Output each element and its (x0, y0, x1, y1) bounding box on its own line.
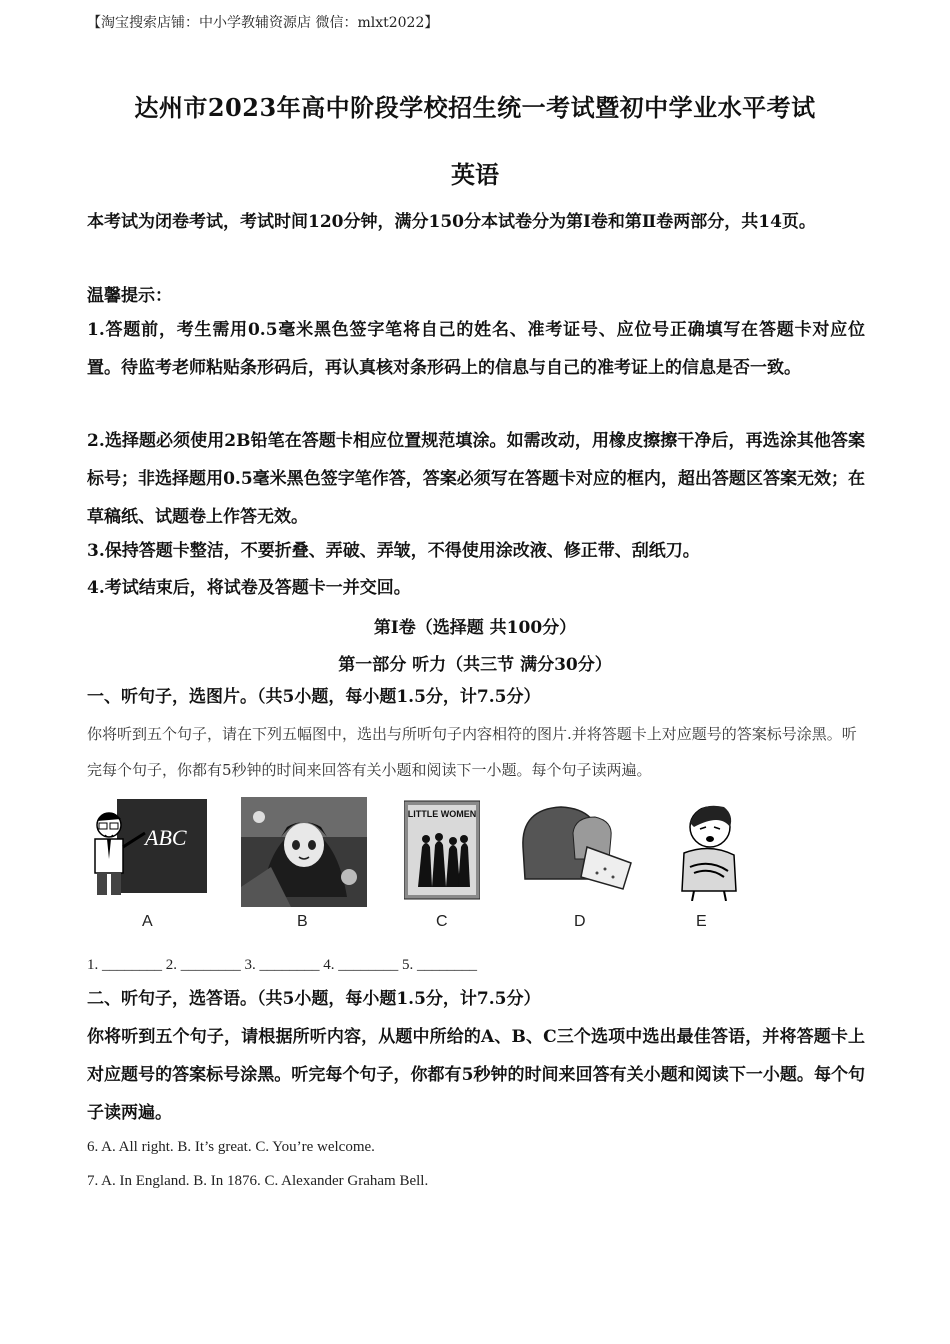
subject-title: 英语 (451, 160, 499, 189)
section1-answer-blanks: 1. ________ 2. ________ 3. ________ 4. ________ 5. ________ (87, 957, 477, 973)
book-title-text: LITTLE WOMEN (407, 809, 477, 819)
tip-3: 3.保持答题卡整洁，不要折叠、弄破、弄皱，不得使用涂改液、修正带、刮纸刀。 (87, 541, 700, 561)
exam-title: 达州市2023年高中阶段学校招生统一考试暨初中学业水平考试 (134, 93, 816, 122)
section2-instructions: 你将听到五个句子，请根据所听内容，从题中所给的A、B、C三个选项中选出最佳答语，并将答题卡上对应题号的答案标号涂黑。听完每个句子，你都有5秒钟的时间来回答有关小题和阅读下一小题。每个句子读两遍。 (87, 1027, 865, 1123)
section1-heading: 一、听句子，选图片。（共5小题，每小题1.5分，计7.5分） (87, 687, 541, 707)
question-7: 7. A. In England. B. In 1876. C. Alexander Graham Bell. (87, 1173, 429, 1189)
exam-intro: 本考试为闭卷考试，考试时间120分钟，满分150分本试卷分为第Ⅰ卷和第Ⅱ卷两部分，共14页。 (87, 212, 816, 232)
tip-2: 2.选择题必须使用2B铅笔在答题卡相应位置规范填涂。如需改动，用橡皮擦擦干净后，再选涂其他答案标号；非选择题用0.5毫米黑色签字笔作答，答案必须写在答题卡对应的框内，超出答题区答案无效；在草稿纸、试题卷上作答无效。 (87, 431, 865, 527)
bread-loaf-picture (517, 797, 635, 897)
tip-4: 4.考试结束后，将试卷及答题卡一并交回。 (87, 578, 411, 598)
teacher-blackboard-picture (87, 797, 209, 897)
picture-label-c: C (436, 913, 448, 930)
picture-label-a: A (142, 913, 153, 930)
little-women-book-picture (404, 797, 480, 901)
tips-heading: 温馨提示： (87, 286, 172, 306)
picture-label-d: D (574, 913, 586, 930)
section1-instructions: 你将听到五个句子，请在下列五幅图中，选出与所听句子内容相符的图片.并将答题卡上对应题号的答案标号涂黑。听完每个句子，你都有5秒钟的时间来回答有关小题和阅读下一小题。每个句子读两遍。 (87, 725, 857, 779)
picture-label-b: B (297, 913, 308, 930)
shop-header-note: 【淘宝搜索店铺：中小学教辅资源店 微信：mlxt2022】 (87, 15, 439, 31)
blackboard-text: ABC (145, 825, 187, 850)
section2-heading: 二、听句子，选答语。（共5小题，每小题1.5分，计7.5分） (87, 989, 541, 1009)
question-6: 6. A. All right. B. It’s great. C. You’re welcome. (87, 1139, 375, 1155)
anime-girl-picture (241, 797, 367, 907)
picture-label-e: E (696, 913, 707, 930)
boy-stomachache-picture (664, 797, 746, 901)
part-heading: 第一部分 听力（共三节 满分30分） (338, 655, 612, 675)
volume-heading: 第Ⅰ卷（选择题 共100分） (373, 618, 577, 638)
tip-1: 1.答题前，考生需用0.5毫米黑色签字笔将自己的姓名、准考证号、应位号正确填写在答题卡对应位置。待监考老师粘贴条形码后，再认真核对条形码上的信息与自己的准考证上的信息是否一致。 (87, 320, 865, 378)
